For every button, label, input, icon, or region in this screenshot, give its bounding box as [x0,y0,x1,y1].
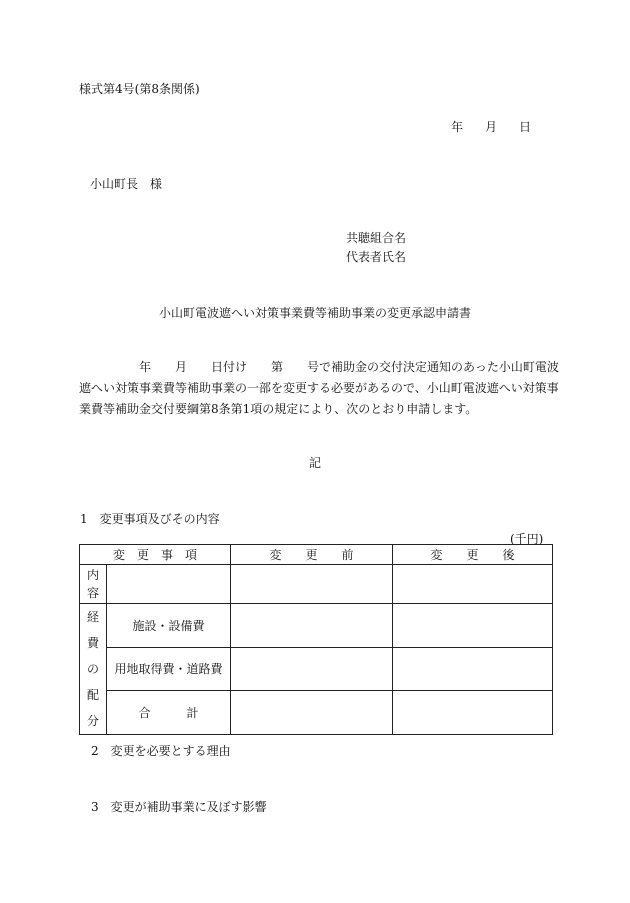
ki-heading: 記 [308,456,321,470]
keihi-char: 配 [86,688,99,702]
form-number: 様式第4号(第8条関係) [79,82,200,96]
row-label: 合 計 [107,691,231,735]
row-after [393,604,553,648]
row-before [231,691,393,735]
body-line: 年 月 日付け 第 号で補助金の交付決定通知のあった小山町電波 [79,360,559,374]
body-line: 遮へい対策事業費等補助事業の一部を変更する必要があるので、小山町電波遮へい対策事 [79,381,559,395]
keihi-char: の [86,662,99,676]
row-label: 施設・設備費 [107,604,231,648]
body-paragraph [79,357,559,420]
naiyo-content-cell [107,565,231,604]
unit-label: (千円) [510,532,544,546]
row-after [393,691,553,735]
row-before [231,604,393,648]
row-after [393,647,553,691]
addressee: 小山町長 様 [90,177,163,191]
row-label: 用地取得費・道路費 [107,647,231,691]
naiyo-char: 内 [86,568,99,582]
representative-label: 代表者氏名 [346,250,407,264]
table-header-row [80,545,553,565]
header-before: 変 更 前 [231,545,393,565]
section1-heading: 1 変更事項及びその内容 [80,512,220,526]
body-line: 業費等補助金交付要綱第8条第1項の規定により、次のとおり申請します。 [79,402,478,416]
naiyo-after-cell [393,565,553,604]
date-line [451,118,531,135]
naiyo-before-cell [231,565,393,604]
changes-table [79,544,553,735]
table-row [80,691,553,735]
applicant-block [346,229,406,267]
table-row [80,604,553,648]
naiyo-label-cell [80,565,107,604]
date-year-label: 年 [451,120,464,134]
table-row [80,565,553,604]
header-after: 変 更 後 [393,545,553,565]
keihi-char: 経 [86,610,99,624]
keihi-char: 分 [86,714,99,728]
naiyo-char: 容 [86,586,99,600]
document-title: 小山町電波遮へい対策事業費等補助事業の変更承認申請書 [158,306,471,320]
date-day-label: 日 [519,120,532,134]
section3-heading: 3 変更が補助事業に及ぼす影響 [91,800,267,814]
row-before [231,647,393,691]
header-change-item: 変 更 事 項 [80,545,231,565]
org-name-label: 共聴組合名 [346,231,407,245]
section2-heading: 2 変更を必要とする理由 [91,744,231,758]
keihi-char: 費 [86,636,99,650]
keihi-label-cell [80,604,107,735]
table-row [80,647,553,691]
date-month-label: 月 [485,120,498,134]
